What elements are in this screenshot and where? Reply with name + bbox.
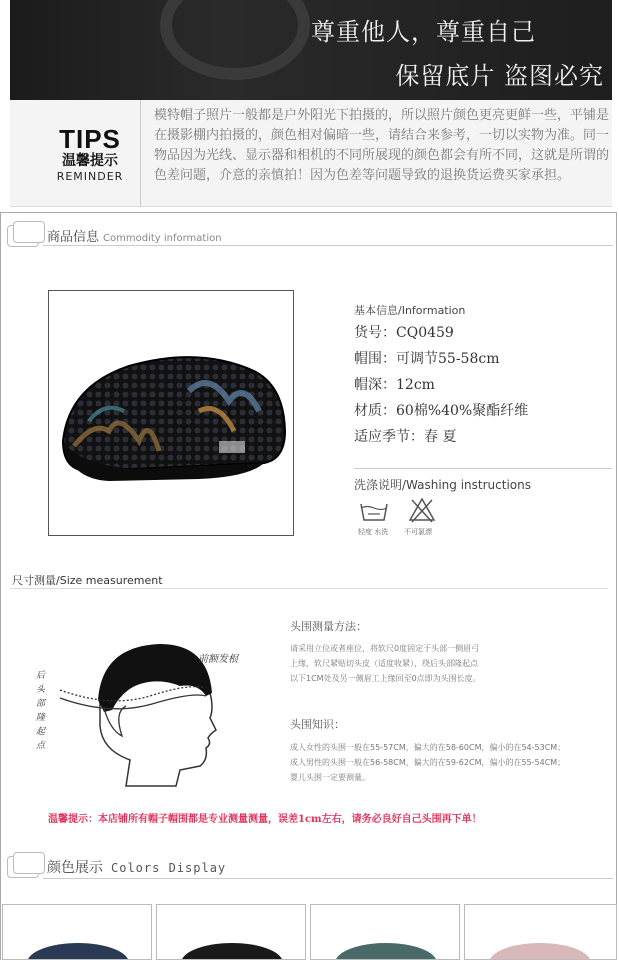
color-swatch-hat	[27, 943, 129, 960]
measure-method-line: 请采用立位或者座位，将软尺0度固定于头部一侧眉弓	[290, 644, 480, 653]
size-measurement-title: 尺寸测量/Size measurement	[12, 574, 163, 587]
wash-divider	[354, 468, 612, 469]
info-value: 60棉%40%聚酯纤维	[396, 403, 529, 419]
info-row-depth	[354, 374, 435, 394]
tips-title-cn: 温馨提示	[62, 153, 118, 169]
no-bleach-icon	[408, 496, 436, 524]
info-label: 适应季节：	[354, 429, 424, 445]
commodity-info-en: Commodity information	[103, 233, 222, 244]
header-tab-icon	[13, 852, 45, 874]
banner-hat-image	[160, 0, 310, 80]
section-divider	[43, 878, 613, 879]
color-swatch[interactable]	[464, 904, 617, 960]
size-reminder: 温馨提示：本店铺所有帽子帽围都是专业测量测量，误差1cm左右，请务必良好自己头围再下单！	[48, 814, 482, 825]
banner-slogan-1: 尊重他人，尊重自己	[311, 18, 536, 46]
info-value: 12cm	[396, 377, 435, 393]
info-value: 可调节55-58cm	[396, 351, 500, 367]
info-row-circumference	[354, 348, 499, 368]
section-divider	[43, 245, 613, 246]
color-swatch[interactable]	[2, 904, 152, 960]
header-tab-icon	[13, 221, 45, 243]
info-label: 材质：	[354, 403, 396, 419]
banner-slogan-2: 保留底片 盗图必究	[395, 62, 604, 90]
no-bleach-label: 不可氯漂	[404, 528, 432, 536]
head-measurement-diagram	[30, 638, 270, 788]
head-knowledge-line: 成人女性的头围一般在55-57CM，偏大的在58-60CM，偏小的在54-53CM；	[290, 743, 566, 752]
colors-display-en: Colors Display	[111, 861, 227, 875]
info-value: 春 夏	[424, 429, 457, 445]
commodity-info-title	[47, 226, 222, 245]
color-swatch-hat	[181, 943, 283, 960]
colors-display-cn: 颜色展示	[47, 860, 103, 876]
hand-wash-icon	[358, 498, 390, 524]
tips-text: 模特帽子照片一般都是户外阳光下拍摄的，所以照片颜色更亮更鲜一些，平铺是在摄影棚内拍摄的，颜色相对偏暗一些，请结合来参考，一切以实物为准。同一物品因为光线、显示器和相机的不同所展现的颜色都会有所不同，这就是所谓的色差问题，介意的亲慎拍！因为色差等问题导致的退换货运费买家承担。	[154, 108, 610, 183]
info-label: 帽围：	[354, 351, 396, 367]
info-row-material	[354, 400, 528, 420]
head-knowledge-line: 婴儿头围一定要测量。	[290, 773, 370, 782]
section-divider	[10, 588, 608, 589]
tips-title: TIPS	[59, 124, 121, 154]
info-label: 货号：	[354, 325, 396, 341]
info-row-sku	[354, 322, 454, 342]
info-value: CQ0459	[396, 325, 454, 341]
measure-method-line: 上缘，软尺紧贴切头皮（适度收紧），绕后头部隆起点	[290, 659, 478, 668]
hand-wash-label: 轻度 水洗	[358, 528, 389, 536]
product-image-frame	[48, 290, 294, 536]
commodity-info-cn: 商品信息	[47, 230, 100, 245]
info-label: 帽深：	[354, 377, 396, 393]
colors-display-header	[7, 852, 613, 878]
color-swatch-hat	[489, 943, 591, 960]
top-banner	[10, 0, 612, 100]
commodity-info-header	[7, 221, 613, 247]
color-swatch[interactable]	[156, 904, 306, 960]
measure-method-title: 头围测量方法：	[290, 620, 367, 633]
head-knowledge-line: 成人男性的头围一般在56-58CM，偏大的在59-62CM，偏小的在55-54CM；	[290, 758, 566, 767]
colors-display-title	[47, 857, 226, 877]
tips-divider	[140, 100, 141, 206]
tips-panel	[10, 100, 612, 207]
beret-hat-image	[49, 291, 293, 535]
washing-instructions-title: 洗涤说明/Washing instructions	[354, 478, 531, 492]
tips-title-en: REMINDER	[56, 170, 124, 183]
color-swatch-hat	[335, 943, 437, 960]
color-swatch[interactable]	[310, 904, 460, 960]
head-knowledge-title: 头围知识：	[290, 718, 345, 731]
measure-method-line: 以下1CM处及另一侧眉工上缘回至0点即为头围长度。	[290, 674, 481, 683]
back-head-label: 后头部隆起点	[36, 671, 46, 751]
tips-logo	[48, 126, 132, 183]
forehead-label: 前额发根	[198, 654, 238, 665]
info-row-season	[354, 426, 456, 446]
basic-info-title: 基本信息/Information	[354, 304, 466, 317]
